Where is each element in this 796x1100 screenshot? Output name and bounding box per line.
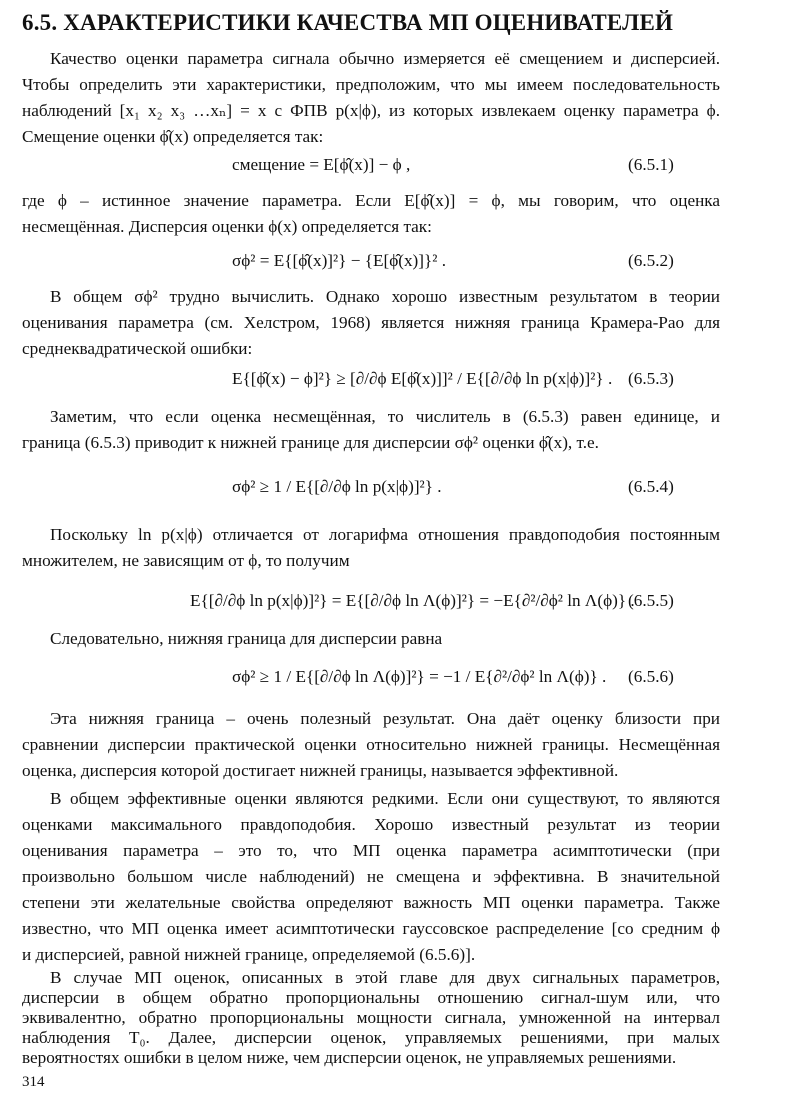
equation-number: (6.5.3) <box>628 369 674 388</box>
equation-6-5-3: E{[ϕ̂(x) − ϕ]²} ≥ [∂/∂ϕ E[ϕ̂(x)]]² / E{[∂/∂ϕ ln p(x|ϕ)]²} . <box>232 369 613 388</box>
paragraph-line: среднеквадратической ошибки: <box>22 339 253 358</box>
paragraph-line: известно, что МП оценка имеет асимптотически гауссовское распределение [со средним ϕ <box>22 919 720 938</box>
paragraph-line: Поскольку ln p(x|ϕ) отличается от логарифма отношения правдоподобия постоянным <box>50 525 720 544</box>
equation-6-5-1: смещение = E[ϕ̂(x)] − ϕ , <box>232 155 411 174</box>
equation-number: (6.5.4) <box>628 477 674 496</box>
paragraph-line: эквивалентно, обратно пропорциональны мощности сигнала, умноженной на интервал <box>22 1008 720 1027</box>
paragraph-line: и дисперсией, равной нижней границе, определяемой (6.5.6)]. <box>22 945 476 964</box>
paragraph-line: Следовательно, нижняя граница для дисперсии равна <box>50 629 443 648</box>
paragraph-line: несмещённая. Дисперсия оценки ϕ(x) определяется так: <box>22 217 432 236</box>
paragraph-line: В общем σϕ² трудно вычислить. Однако хорошо известным результатом в теории <box>50 287 720 306</box>
paragraph-line: Качество оценки параметра сигнала обычно измеряется её смещением и дисперсией. <box>50 49 720 68</box>
paragraph-line: Чтобы определить эти характеристики, предположим, что мы имеем последовательность <box>22 75 720 94</box>
paragraph-line: наблюдения T₀. Далее, дисперсии оценок, управляемых решениями, при малых <box>22 1028 720 1047</box>
paragraph-line: вероятностях ошибки в целом ниже, чем дисперсии оценок, не управляемых решениями. <box>22 1048 677 1067</box>
paragraph-line: оценивания параметра – это то, что МП оценка параметра асимптотически (при <box>22 841 720 860</box>
paragraph-line: наблюдений [x₁ x₂ x₃ …xₙ] = x с ФПВ p(x|ϕ), из которых извлекаем оценку параметра ϕ. <box>22 101 720 120</box>
page-number: 314 <box>22 1074 45 1090</box>
paragraph-line: оценка, дисперсия которой достигает нижней границы, называется эффективной. <box>22 761 619 780</box>
paragraph-line: Заметим, что если оценка несмещённая, то числитель в (6.5.3) равен единице, и <box>50 407 720 426</box>
paragraph-line: сравнении дисперсии практической оценки относительно нижней границы. Несмещённая <box>22 735 720 754</box>
paragraph-line: оценками максимального правдоподобия. Хорошо известный результат из теории <box>22 815 720 834</box>
paragraph-line: граница (6.5.3) приводит к нижней границе для дисперсии σϕ² оценки ϕ̂(x), т.е. <box>22 433 599 452</box>
paragraph-line: дисперсии в общем обратно пропорциональны отношению сигнал-шум или, что <box>22 988 720 1007</box>
paragraph-line: Смещение оценки ϕ̂(x) определяется так: <box>22 127 324 146</box>
equation-6-5-6: σϕ² ≥ 1 / E{[∂/∂ϕ ln Λ(ϕ)]²} = −1 / E{∂²/∂ϕ² ln Λ(ϕ)} . <box>232 667 607 686</box>
equation-number: (6.5.2) <box>628 251 674 270</box>
equation-number: (6.5.1) <box>628 155 674 174</box>
equation-6-5-4: σϕ² ≥ 1 / E{[∂/∂ϕ ln p(x|ϕ)]²} . <box>232 477 442 496</box>
equation-6-5-2: σϕ² = E{[ϕ̂(x)]²} − {E[ϕ̂(x)]}² . <box>232 251 447 270</box>
paragraph-line: множителем, не зависящим от ϕ, то получим <box>22 551 350 570</box>
paragraph-line: оценивания параметра (см. Хелстром, 1968) является нижняя граница Крамера-Рао для <box>22 313 720 332</box>
equation-number: (6.5.6) <box>628 667 674 686</box>
paragraph-line: где ϕ – истинное значение параметра. Если E[ϕ̂(x)] = ϕ, мы говорим, что оценка <box>22 191 720 210</box>
paragraph-line: степени эти желательные свойства определяют важность МП оценки параметра. Также <box>22 893 720 912</box>
paragraph-line: произвольно большом числе наблюдений) не смещена и эффективна. В значительной <box>22 867 720 886</box>
paragraph-line: В случае МП оценок, описанных в этой главе для двух сигнальных параметров, <box>50 968 720 987</box>
paragraph-line: В общем эффективные оценки являются редкими. Если они существуют, то являются <box>50 789 720 808</box>
equation-6-5-5: E{[∂/∂ϕ ln p(x|ϕ)]²} = E{[∂/∂ϕ ln Λ(ϕ)]²} = −E{∂²/∂ϕ² ln Λ(ϕ)} . <box>190 591 635 610</box>
section-heading: 6.5. ХАРАКТЕРИСТИКИ КАЧЕСТВА МП ОЦЕНИВАТЕЛЕЙ <box>22 10 674 35</box>
paragraph-line: Эта нижняя граница – очень полезный результат. Она даёт оценку близости при <box>50 709 720 728</box>
equation-number: (6.5.5) <box>628 591 674 610</box>
